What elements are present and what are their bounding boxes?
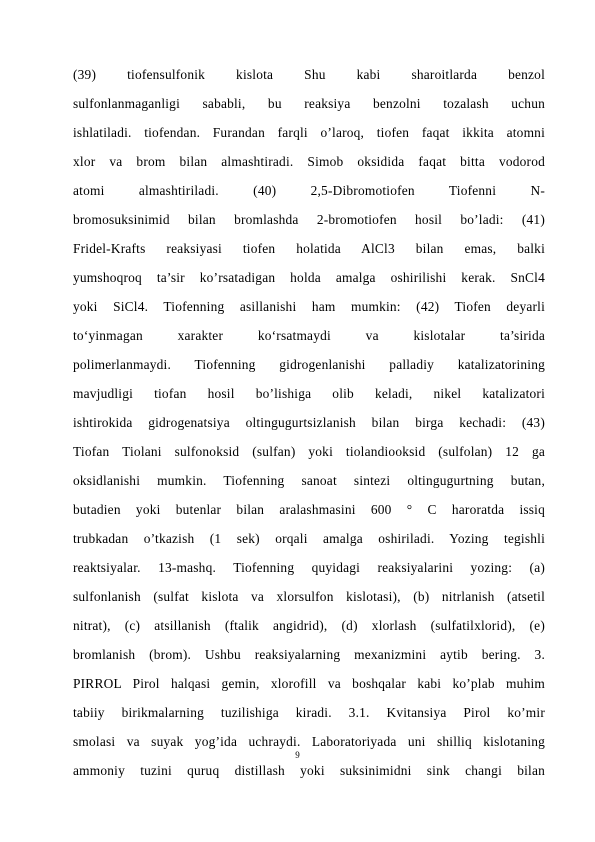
text-line: tabiiy birikmalarning tuzilishiga kiradi. 3.1. Kvitansiya Pirol ko’mir — [73, 705, 545, 720]
text-line: sulfonlanmaganligi sababli, bu reaksiya benzolni tozalash uchun — [73, 96, 545, 111]
text-line: polimerlanmaydi. Tiofenning gidrogenlanishi palladiy katalizatorining — [73, 357, 545, 372]
text-line: trubkadan o’tkazish (1 sek) orqali amalga oshiriladi. Yozing tegishli — [73, 531, 545, 546]
text-line: butadien yoki butenlar bilan aralashmasini 600 ° C haroratda issiq — [73, 502, 545, 517]
text-line: yoki SiCl4. Tiofenning asillanishi ham mumkin: (42) Tiofen deyarli — [73, 299, 545, 314]
text-line: oksidlanishi mumkin. Tiofenning sanoat sintezi oltingugurtning butan, — [73, 473, 545, 488]
text-line: xlor va brom bilan almashtiradi. Simob oksidida faqat bitta vodorod — [73, 154, 545, 169]
text-line: Tiofan Tiolani sulfonoksid (sulfan) yoki tiolandiooksid (sulfolan) 12 ga — [73, 444, 545, 459]
text-line: nitrat), (c) atsillanish (ftalik angidrid), (d) xlorlash (sulfatilxlorid), (e) — [73, 618, 545, 633]
text-line: smolasi va suyak yog’ida uchraydi. Laboratoriyada uni shilliq kislotaning — [73, 734, 545, 749]
text-line: (39) tiofensulfonik kislota Shu kabi sharoitlarda benzol — [73, 67, 545, 82]
page-number: 9 — [295, 750, 300, 760]
text-line: PIRROL Pirol halqasi gemin, xlorofill va boshqalar kabi ko’plab muhim — [73, 676, 545, 691]
body-text — [73, 60, 545, 785]
text-line: to‘yinmagan xarakter ko‘rsatmaydi va kislotalar ta’sirida — [73, 328, 545, 343]
text-line: reaktsiyalar. 13-mashq. Tiofenning quyidagi reaksiyalarini yozing: (a) — [73, 560, 545, 575]
text-line: bromlanish (brom). Ushbu reaksiyalarning mexanizmini aytib bering. 3. — [73, 647, 545, 662]
text-line: ishtirokida gidrogenatsiya oltingugurtsizlanish bilan birga kechadi: (43) — [73, 415, 545, 430]
text-line: bromosuksinimid bilan bromlashda 2-bromotiofen hosil bo’ladi: (41) — [73, 212, 545, 227]
text-line: yumshoqroq ta’sir ko’rsatadigan holda amalga oshirilishi kerak. SnCl4 — [73, 270, 545, 285]
text-line: atomi almashtiriladi. (40) 2,5-Dibromotiofen Tiofenni N- — [73, 183, 545, 198]
text-line: ammoniy tuzini quruq distillash yoki suksinimidni sink changi bilan — [73, 763, 545, 778]
text-line: ishlatiladi. tiofendan. Furandan farqli o’laroq, tiofen faqat ikkita atomni — [73, 125, 545, 140]
text-line: sulfonlanish (sulfat kislota va xlorsulfon kislotasi), (b) nitrlanish (atsetil — [73, 589, 545, 604]
text-line: Fridel-Krafts reaksiyasi tiofen holatida AlCl3 bilan emas, balki — [73, 241, 545, 256]
text-line: mavjudligi tiofan hosil bo’lishiga olib keladi, nikel katalizatori — [73, 386, 545, 401]
